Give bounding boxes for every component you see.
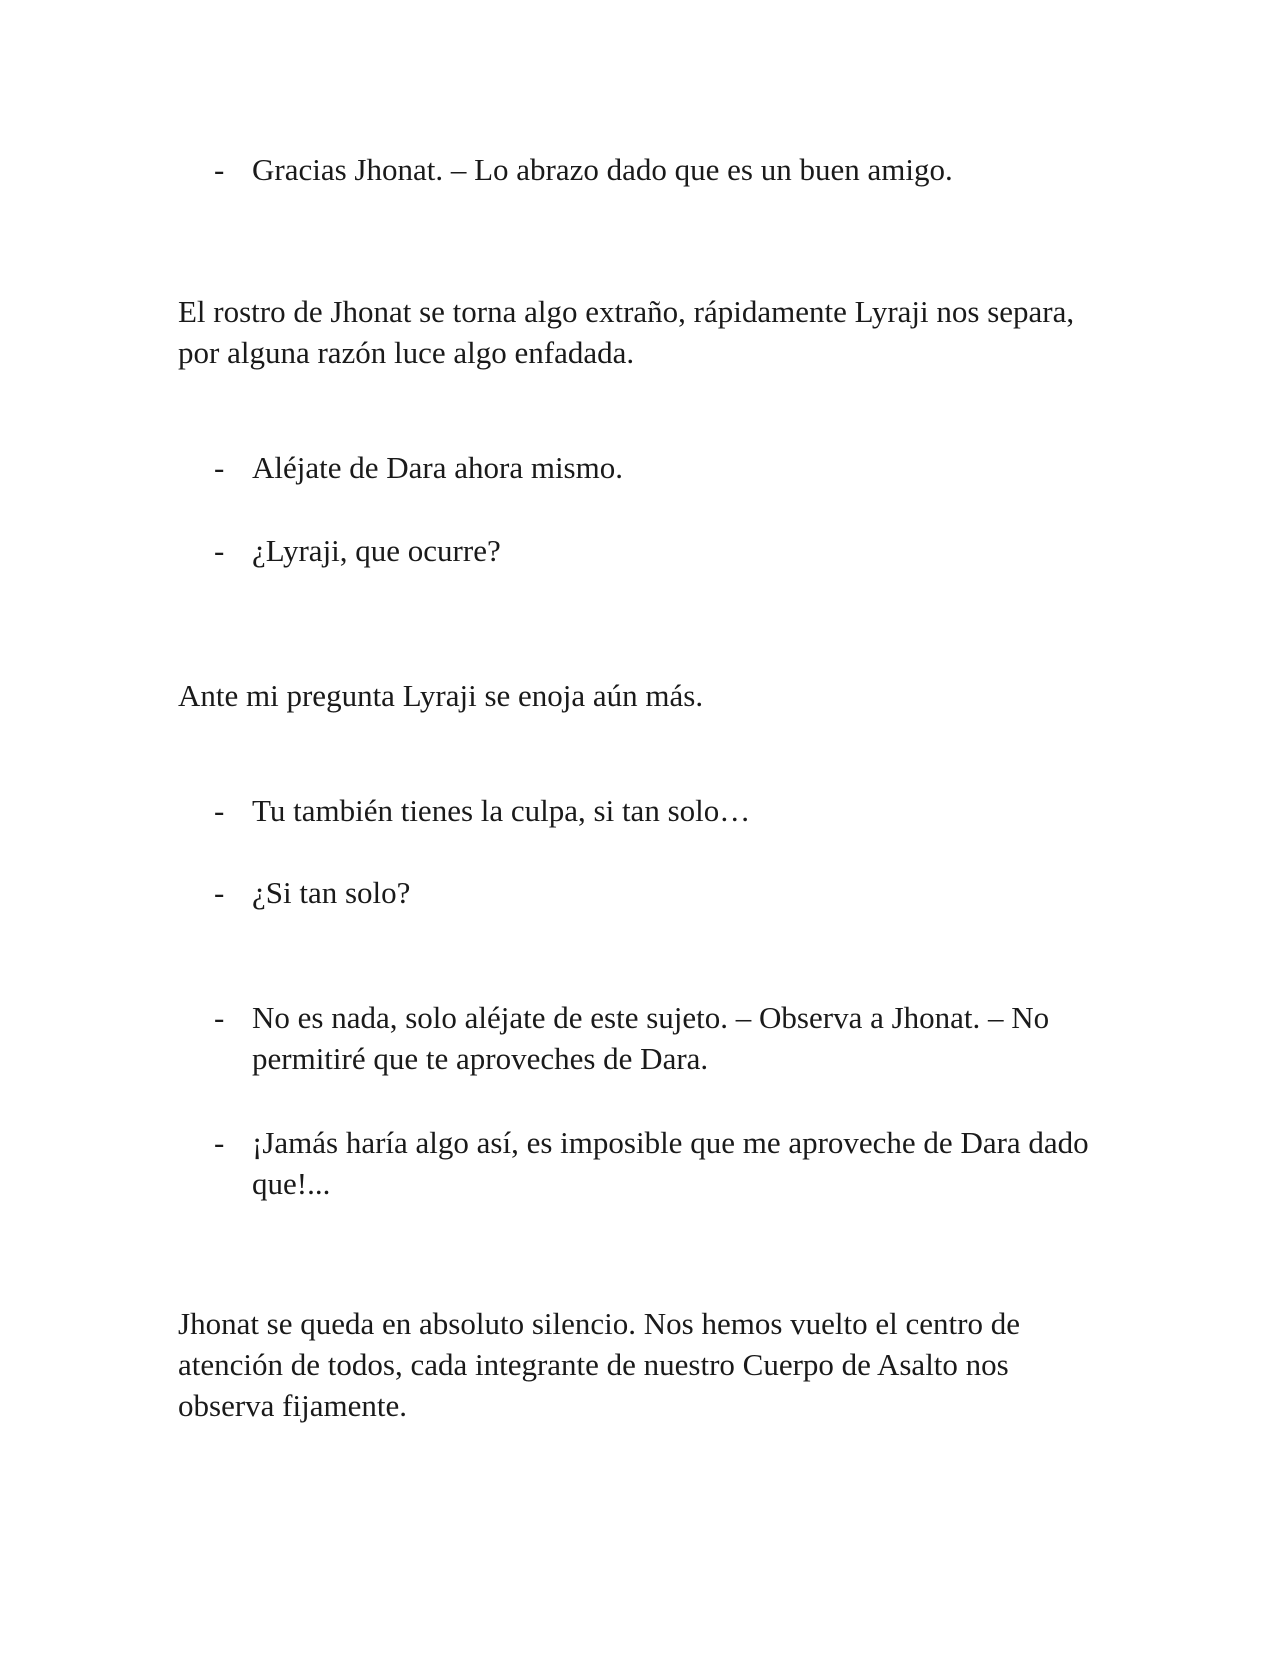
dialogue-line [214, 790, 1094, 831]
dialogue-dash: - [214, 1000, 225, 1035]
dialogue-line [214, 530, 1094, 571]
dialogue-line [214, 447, 1094, 488]
dialogue-dash: - [214, 533, 225, 568]
dialogue-text: Tu también tienes la culpa, si tan solo… [252, 793, 751, 828]
narrative-paragraph: El rostro de Jhonat se torna algo extraño, rápidamente Lyraji nos separa, por alguna razón luce algo enfadada. [178, 294, 1075, 370]
dialogue-text: No es nada, solo aléjate de este sujeto. – Observa a Jhonat. – No permitiré que te aproveches de Dara. [252, 1000, 1050, 1076]
dialogue-text: Aléjate de Dara ahora mismo. [252, 450, 623, 485]
dialogue-dash: - [214, 450, 225, 485]
dialogue-text: ¿Lyraji, que ocurre? [252, 533, 501, 568]
dialogue-line [214, 997, 1094, 1079]
dialogue-dash: - [214, 875, 225, 910]
dialogue-text: Gracias Jhonat. – Lo abrazo dado que es un buen amigo. [252, 152, 953, 187]
narrative-paragraph: Ante mi pregunta Lyraji se enoja aún más. [178, 678, 704, 713]
dialogue-text: ¿Si tan solo? [252, 875, 411, 910]
dialogue-line [214, 1122, 1094, 1204]
dialogue-line [214, 872, 1094, 913]
dialogue-dash: - [214, 152, 225, 187]
dialogue-dash: - [214, 1125, 225, 1160]
dialogue-text: ¡Jamás haría algo así, es imposible que me aproveche de Dara dado que!... [252, 1125, 1089, 1201]
dialogue-line [214, 149, 1094, 190]
narrative-paragraph: Jhonat se queda en absoluto silencio. Nos hemos vuelto el centro de atención de todos, cada integrante de nuestro Cuerpo de Asalto nos observa fijamente. [178, 1306, 1020, 1423]
dialogue-dash: - [214, 793, 225, 828]
